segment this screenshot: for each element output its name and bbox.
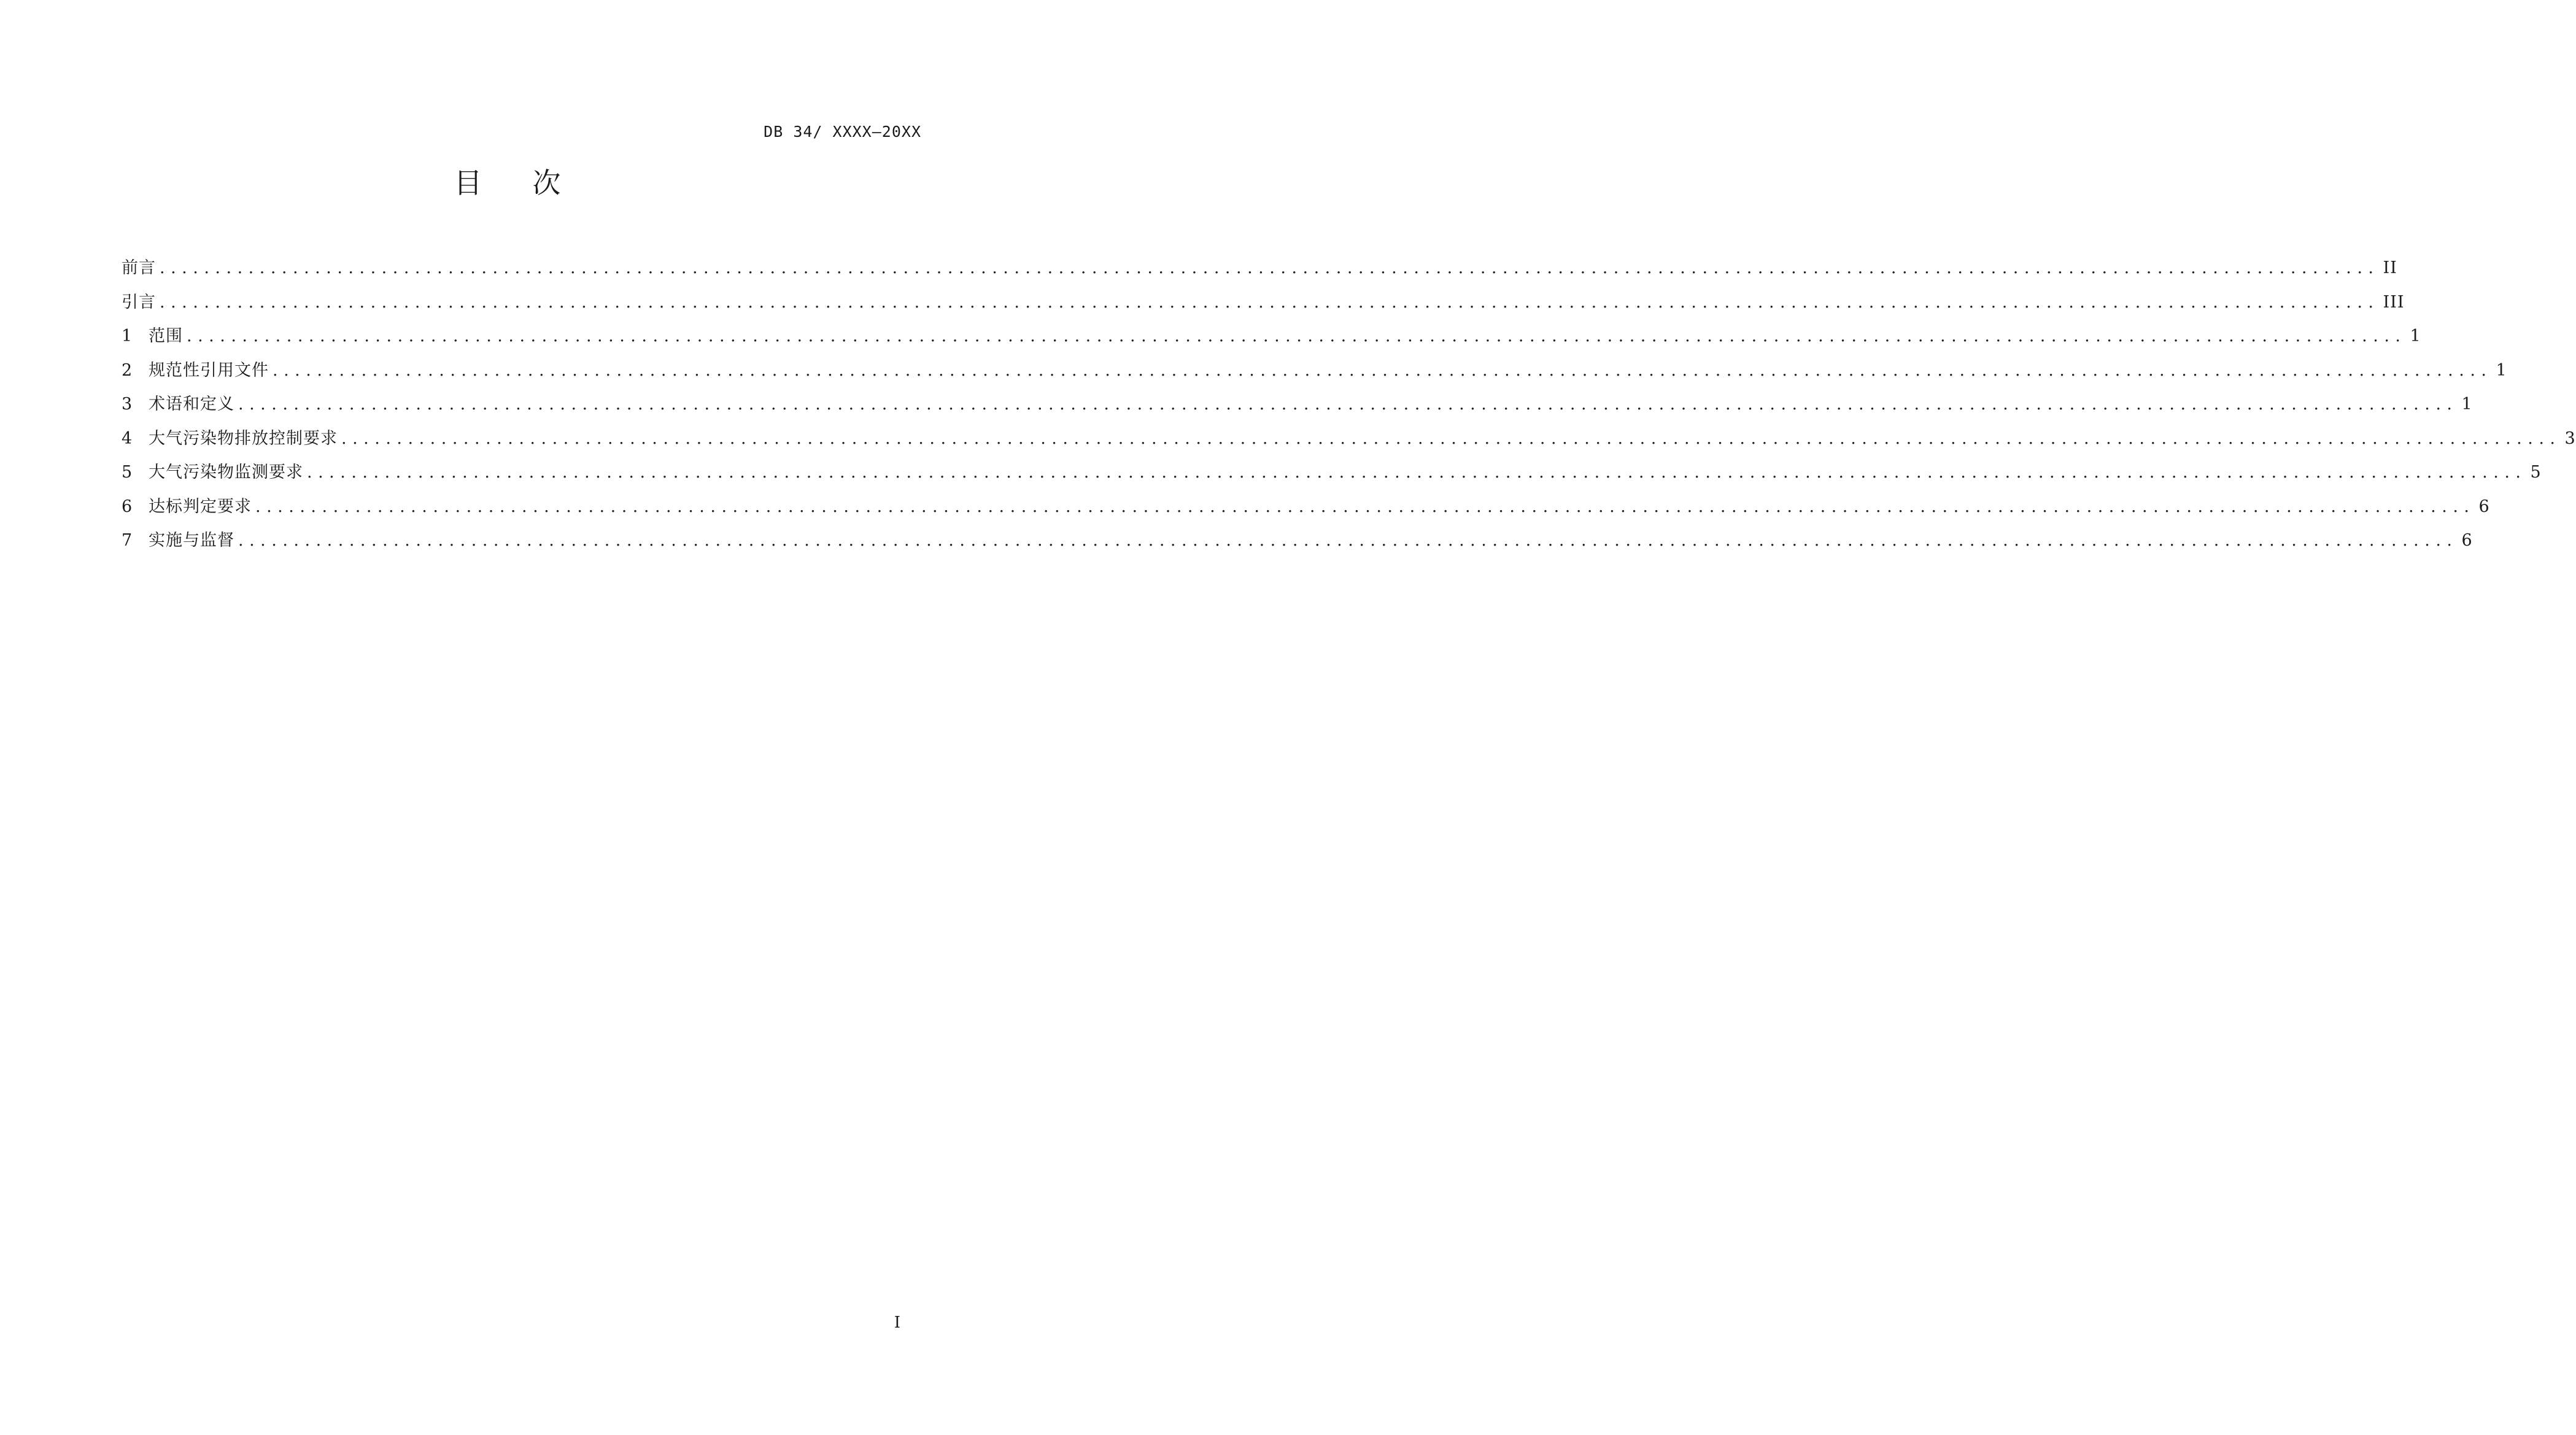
toc-entry-terms-definitions[interactable]	[122, 390, 2473, 425]
toc-entry-label: 术语和定义	[149, 395, 234, 414]
toc-entry-normative-references[interactable]	[122, 357, 2507, 391]
toc-title	[0, 161, 1015, 201]
toc-entry-number: 2	[122, 360, 133, 380]
toc-entry-label: 达标判定要求	[149, 497, 252, 516]
page-number: I	[894, 1313, 900, 1332]
toc-entry-page: III	[2383, 292, 2405, 312]
toc-entry-introduction[interactable]	[122, 288, 2405, 323]
standard-code: DB 34/ XXXX—20XX	[764, 123, 921, 141]
toc-leader-dots: ........................................................................................................................................................................................................	[307, 463, 2527, 482]
toc-entry-number: 6	[122, 497, 133, 516]
toc-entry-label: 大气污染物排放控制要求	[149, 428, 338, 448]
toc-entry-monitoring[interactable]	[122, 458, 2542, 493]
toc-entry-page: 3	[2564, 428, 2576, 448]
toc-list	[122, 254, 2576, 561]
toc-leader-dots: ........................................................................................................................................................................................................	[160, 258, 2380, 277]
toc-entry-number: 4	[122, 428, 133, 448]
toc-entry-label: 前言	[122, 258, 156, 277]
toc-entry-page: 1	[2496, 360, 2507, 380]
toc-title-char: 次	[532, 166, 561, 199]
toc-entry-number: 5	[122, 463, 133, 482]
toc-entry-compliance[interactable]	[122, 493, 2490, 527]
toc-entry-page: 1	[2410, 327, 2421, 346]
toc-leader-dots: ........................................................................................................................................................................................................	[255, 497, 2475, 516]
toc-entry-page: 6	[2478, 497, 2490, 516]
toc-entry-label: 引言	[122, 292, 156, 312]
toc-leader-dots: ........................................................................................................................................................................................................	[187, 327, 2407, 346]
toc-entry-number: 7	[122, 531, 133, 550]
toc-entry-label: 范围	[149, 327, 183, 346]
toc-entry-number: 3	[122, 395, 133, 414]
toc-entry-number: 1	[122, 327, 133, 346]
toc-entry-label: 规范性引用文件	[149, 360, 269, 380]
toc-entry-page: 1	[2461, 395, 2473, 414]
toc-entry-page: II	[2383, 258, 2397, 277]
toc-entry-page: 5	[2530, 463, 2542, 482]
toc-entry-implementation[interactable]	[122, 527, 2473, 561]
toc-leader-dots: ........................................................................................................................................................................................................	[341, 428, 2561, 448]
toc-leader-dots: ........................................................................................................................................................................................................	[273, 360, 2493, 380]
toc-leader-dots: ........................................................................................................................................................................................................	[238, 395, 2458, 414]
toc-leader-dots: ........................................................................................................................................................................................................	[160, 292, 2380, 312]
toc-leader-dots: ........................................................................................................................................................................................................	[238, 531, 2458, 550]
toc-entry-scope[interactable]	[122, 322, 2421, 357]
toc-entry-foreword[interactable]	[122, 254, 2397, 288]
toc-entry-label: 实施与监督	[149, 531, 234, 550]
toc-title-char: 目	[454, 166, 482, 199]
toc-entry-page: 6	[2461, 531, 2473, 550]
toc-entry-label: 大气污染物监测要求	[149, 463, 303, 482]
toc-entry-emission-control[interactable]	[122, 425, 2576, 459]
